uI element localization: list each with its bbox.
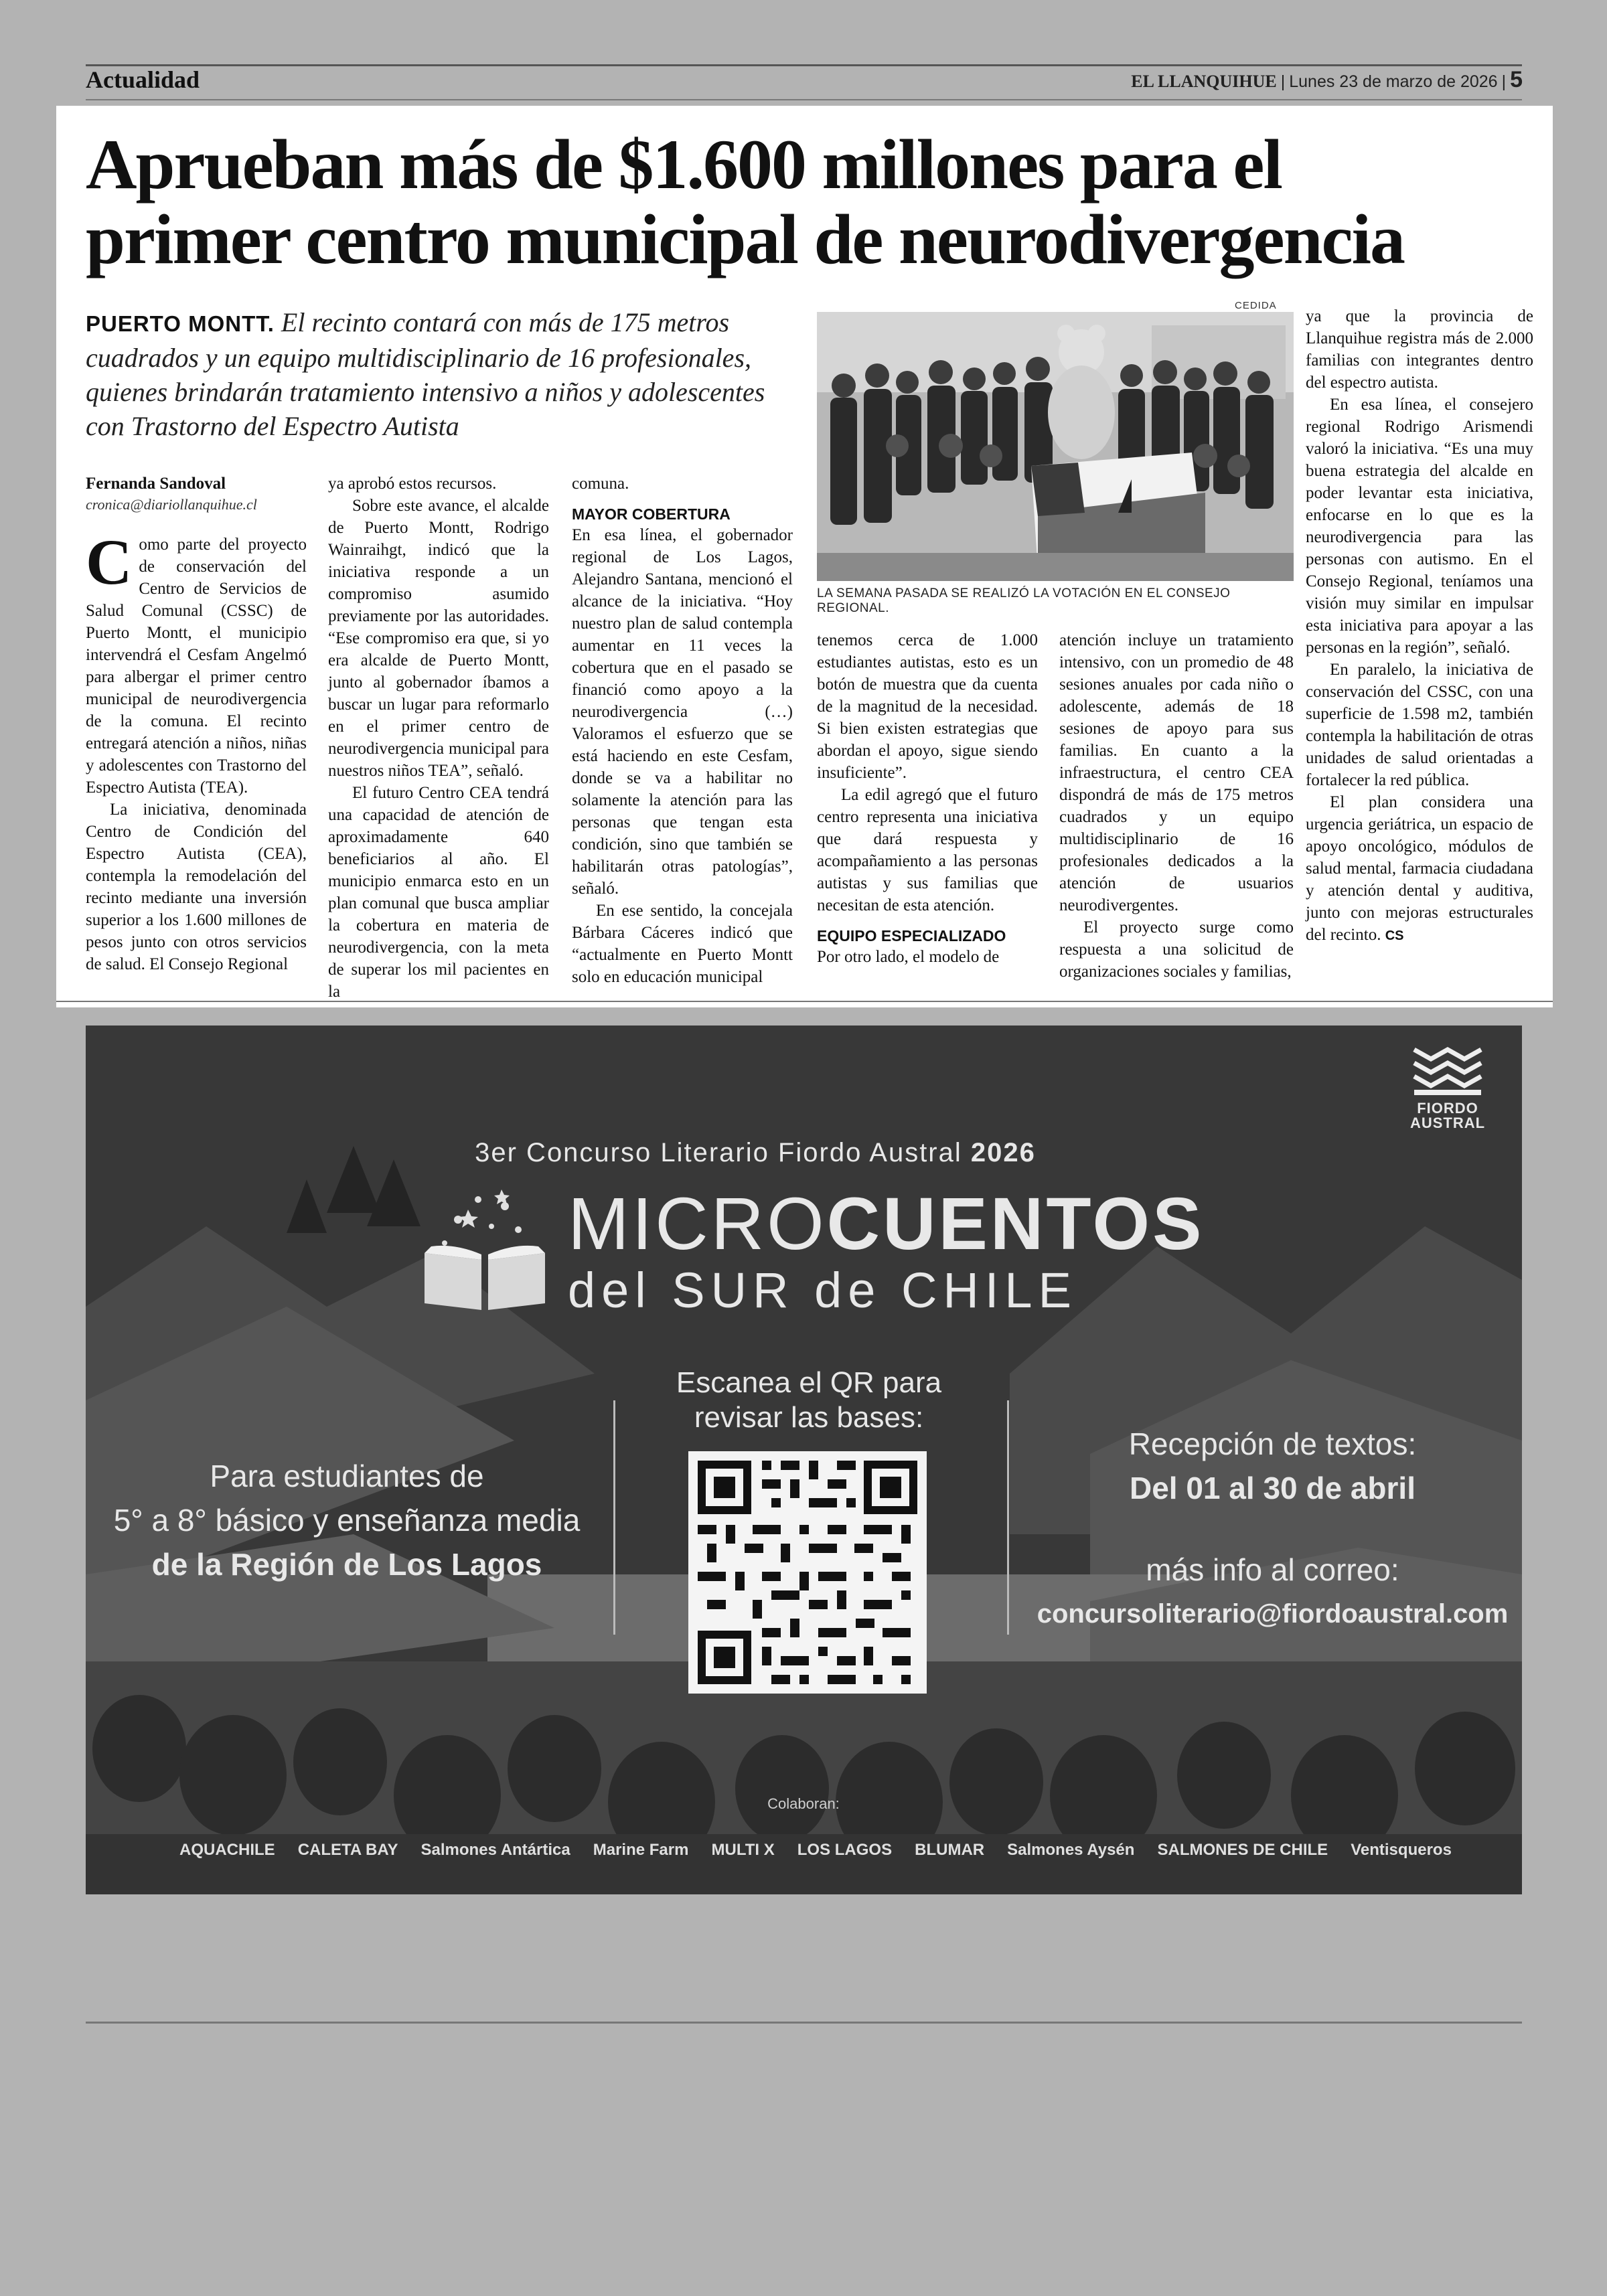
brand-logo [1401, 1044, 1495, 1131]
end-mark: CS [1385, 928, 1404, 943]
paragraph: ya que la provincia de Llanquihue registra más de 2.000 familias con integrantes dentro del espectro autista. [1306, 307, 1533, 392]
header-rule-top [86, 64, 1522, 66]
contest-name: 3er Concurso Literario Fiordo Austral [475, 1138, 962, 1167]
paragraph: En paralelo, la iniciativa de conservación del CSSC, con una superficie de 1.598 m2, también contempla la habilitación de otras unidades de salud orientadas a fortalecer la red pública. [1306, 661, 1533, 789]
paragraph: Por otro lado, el modelo de [817, 948, 1000, 966]
group-photo [817, 312, 1294, 581]
sponsor-logo: BLUMAR [915, 1841, 985, 1859]
paragraph: La edil agregó que el futuro centro representa una iniciativa que dará respuesta y acompañamiento a las personas autistas y sus familias que necesitan de esta atención. [817, 786, 1038, 914]
ad-subtitle: del SUR de CHILE [568, 1262, 1077, 1318]
title-cuentos: CUENTOS [826, 1183, 1205, 1265]
drop-cap: C [86, 526, 133, 598]
reception-dates: Del 01 al 30 de abril [1129, 1471, 1415, 1505]
article [56, 106, 1553, 1007]
article-column-5 [1059, 629, 1294, 983]
qr-code-icon [688, 1451, 927, 1694]
qr-line-1: Escanea el QR para [676, 1366, 942, 1399]
paragraph: En esa línea, el consejero regional Rodrigo Arismendi valoró la iniciativa. “Es una muy buena estrategia del alcalde en poder levantar esta iniciativa, enfocarse en lo que es la neurodivergencia para las personas con autismo. En el Consejo Regional, teníamos una visión muy similar en impulsar esta iniciativa para apoyar a las personas en la región”, señaló. [1306, 396, 1533, 657]
paragraph [1306, 791, 1533, 947]
headline-line-1: Aprueban más de $1.600 millones para el [86, 125, 1282, 203]
subheading: MAYOR COBERTURA [572, 505, 731, 523]
contest-year: 2026 [970, 1138, 1036, 1167]
paragraph-text: El plan considera una urgencia geriátrica, un espacio de apoyo oncológico, módulos de salud mental, farmacia ciudadana y atención dental y auditiva, junto con mejoras estructurales del recinto. [1306, 793, 1533, 944]
meta-separator: | [1280, 72, 1286, 91]
ad-divider-left [613, 1400, 615, 1635]
qr-code[interactable] [688, 1451, 927, 1694]
paragraph: Sobre este avance, el alcalde de Puerto Montt, Rodrigo Wainraihgt, indicó que la iniciativa responde a un compromiso asumido previamente por las autoridades. “Ese compromiso era que, si yo era alcalde de Puerto Montt, junto al gobernador íbamos a buscar un lugar para reformarlo en el primer centro de neurodivergencia municipal para nuestros niños TEA”, señaló. [328, 497, 549, 780]
article-column-3 [572, 473, 793, 988]
paragraph [86, 526, 307, 799]
sponsor-logo: AQUACHILE [179, 1841, 275, 1859]
fiordo-austral-logo-icon [1411, 1044, 1484, 1098]
contact-label: más info al correo: [1146, 1552, 1399, 1587]
lead-text: El recinto contará con más de 175 metros cuadrados y un equipo multidisciplinario de 16 profesionales, quienes brindarán tratamiento intensivo a niños y adolescentes con Trastorno del Espectro Autista [86, 307, 765, 441]
header-rule-bottom [86, 99, 1522, 100]
qr-instructions [641, 1366, 976, 1435]
reception-label: Recepción de textos: [1128, 1426, 1417, 1461]
paragraph: tenemos cerca de 1.000 estudiantes autistas, esto es un botón de muestra que da cuenta de la magnitud de la necesidad. Si bien existen estrategias que abordan el apoyo, sigue siendo insuficiente”. [817, 631, 1038, 782]
sponsor-logo: Salmones Antártica [420, 1841, 570, 1859]
headline-line-2: primer centro municipal de neurodivergencia [86, 200, 1405, 278]
audience-block [112, 1454, 581, 1586]
photo-caption: LA SEMANA PASADA SE REALIZÓ LA VOTACIÓN EN EL CONSEJO REGIONAL. [817, 586, 1231, 615]
qr-line-2: revisar las bases: [694, 1401, 924, 1434]
paragraph: La iniciativa, denominada Centro de Condición del Espectro Autista (CEA), contempla la remodelación del recinto mediante una inversión superior a los 1.600 millones de pesos junto con otros servicios de salud. El Consejo Regional [86, 801, 307, 973]
paragraph: ya aprobó estos recursos. [328, 475, 497, 493]
reception-block [1023, 1422, 1522, 1510]
contact-email[interactable]: concursoliterario@fiordoaustral.com [1037, 1599, 1509, 1629]
page-number: 5 [1510, 67, 1523, 92]
contest-line [420, 1138, 1090, 1168]
sponsor-logo: MULTI X [711, 1841, 775, 1859]
meta-separator: | [1501, 72, 1507, 91]
section-label: Actualidad [86, 66, 200, 93]
article-column-4 [817, 629, 1038, 968]
newspaper-name: EL LLANQUIHUE [1131, 72, 1277, 91]
paragraph: En esa línea, el gobernador regional de Los Lagos, Alejandro Santana, mencionó el alcance de la iniciativa. “Hoy nuestro plan de salud contempla aumentar en 11 veces la cobertura que en el pasado se financió como apoyo a la neurodivergencia (…) Valoramos el esfuerzo que se está haciendo en este Cesfam, donde se va a habilitar no solamente la atención para las personas que tengan esta condición, sino que también se habilitarán otras patologías”, señaló. [572, 526, 793, 898]
paragraph: atención incluye un tratamiento intensivo, con un promedio de 48 sesiones anuales por cada niño o adolescente, además de 18 sesiones de apoyo para sus familias. En cuanto a la infraestructura, el centro CEA dispondrá de más de 175 metros cuadrados y un equipo multidisciplinario de 16 profesionales dedicados a la atención de usuarios neurodivergentes. [1059, 631, 1294, 914]
paper-meta [1131, 67, 1523, 93]
group-photo-illustration [817, 312, 1294, 581]
subheading: EQUIPO ESPECIALIZADO [817, 927, 1006, 945]
article-column-2 [328, 473, 549, 1003]
ad-title [568, 1183, 1304, 1265]
sponsor-logo: Salmones Aysén [1007, 1841, 1135, 1859]
sponsor-logo: CALETA BAY [297, 1841, 398, 1859]
paragraph: En ese sentido, la concejala Bárbara Cáceres indicó que “actualmente en Puerto Montt solo en educación municipal [572, 902, 793, 986]
sponsor-logo: Marine Farm [593, 1841, 689, 1859]
issue-date: Lunes 23 de marzo de 2026 [1289, 72, 1498, 91]
sponsors-label: Colaboran: [767, 1795, 840, 1812]
audience-line-3: de la Región de Los Lagos [151, 1547, 542, 1582]
paragraph: El proyecto surge como respuesta a una solicitud de organizaciones sociales y familias, [1059, 918, 1294, 981]
lead [86, 305, 809, 443]
article-column-6 [1306, 305, 1533, 947]
open-book-icon [418, 1179, 552, 1313]
article-column-1 [86, 473, 307, 975]
sponsor-logo: SALMONES DE CHILE [1157, 1841, 1328, 1859]
audience-line-1: Para estudiantes de [210, 1459, 484, 1493]
ad-divider-right [1007, 1400, 1009, 1635]
advertisement [86, 1026, 1522, 1894]
contact-block [1023, 1548, 1522, 1636]
lead-place: PUERTO MONTT. [86, 311, 275, 336]
author-name: Fernanda Sandoval [86, 475, 226, 493]
title-micro: MICRO [568, 1183, 827, 1265]
photo-credit: CEDIDA [1235, 300, 1277, 311]
bottom-rule [86, 2022, 1522, 2024]
paragraph: comuna. [572, 475, 629, 493]
sponsor-logos [179, 1829, 1452, 1872]
audience-line-2: 5° a 8° básico y enseñanza media [113, 1503, 581, 1538]
author-email: cronica@diariollanquihue.cl [86, 496, 257, 513]
headline [86, 127, 1532, 277]
sponsor-logo: LOS LAGOS [797, 1841, 893, 1859]
paragraph: El futuro Centro CEA tendrá una capacidad de atención de aproximadamente 640 beneficiarios al año. El municipio enmarca esto en un plan comunal que busca ampliar la cobertura en materia de neurodivergencia, con la meta de superar los mil pacientes en la [328, 784, 549, 1001]
paragraph-text: omo parte del proyecto de conservación del Centro de Servicios de Salud Comunal (CSSC) de Puerto Montt, el municipio intervendrá el Cesfam Angelmó para albergar el primer centro municipal de neurodivergencia de la comuna. El recinto entregará atención a niños, niñas y adolescentes con Trastorno del Espectro Autista (TEA). [86, 536, 307, 797]
brand-name: FIORDO AUSTRAL [1409, 1100, 1486, 1131]
article-rule [56, 1001, 1553, 1002]
sponsor-logo: Ventisqueros [1351, 1841, 1452, 1859]
